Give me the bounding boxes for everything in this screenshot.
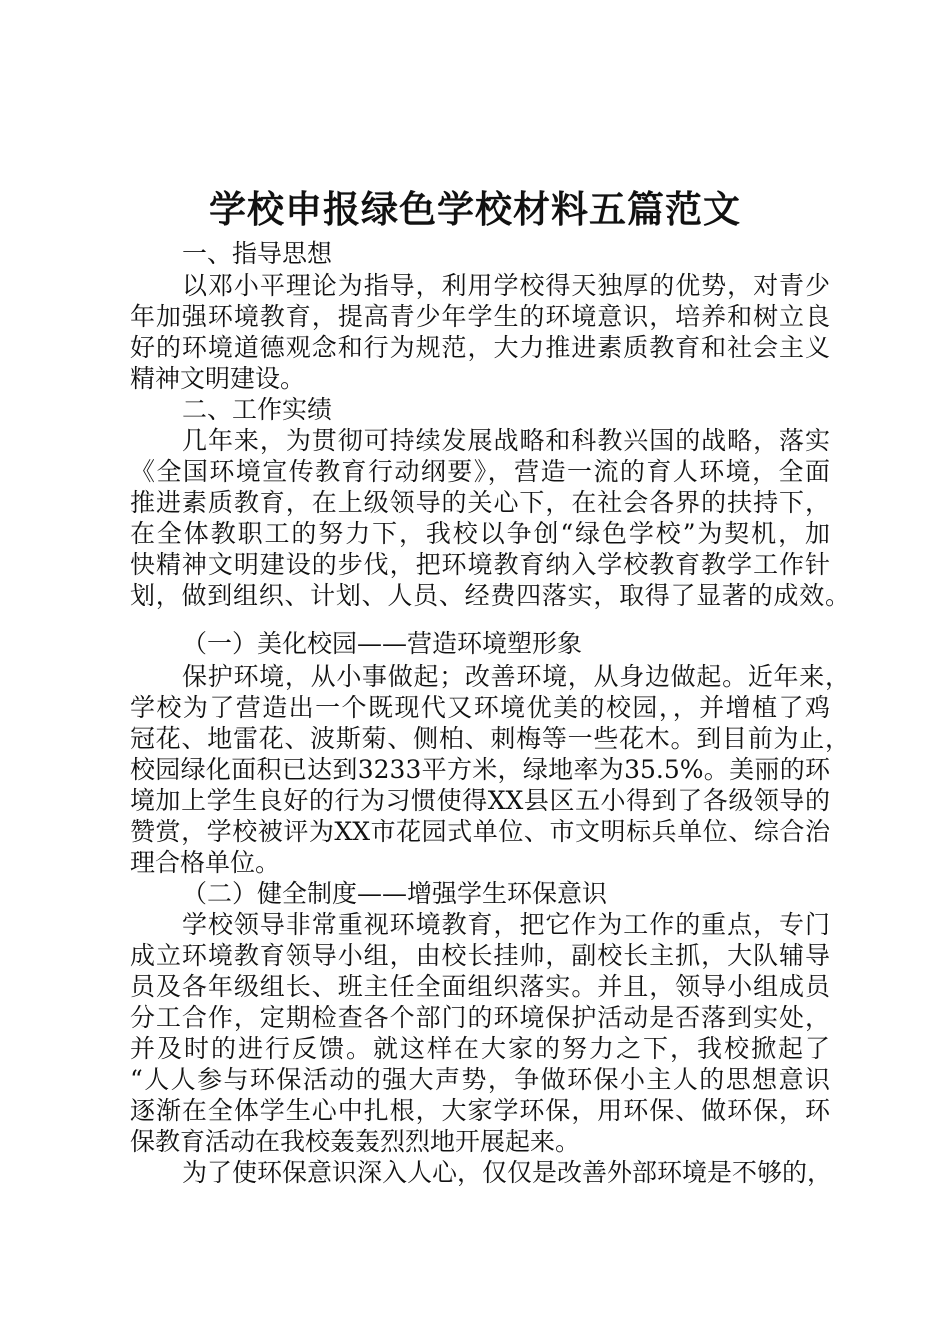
paragraph-line: 员及各年级组长、班主任全面组织落实。并且，领导小组成员 (130, 972, 830, 1001)
paragraph-line: 精神文明建设。 (130, 364, 306, 393)
paragraph-line: 《全国环境宣传教育行动纲要》，营造一流的育人环境，全面 (130, 457, 830, 486)
paragraph-line: 冠花、地雷花、波斯菊、侧柏、刺梅等一些花木。到目前为止， (130, 724, 850, 753)
paragraph-line: 赞赏，学校被评为XX市花园式单位、市文明标兵单位、综合治 (130, 817, 830, 846)
paragraph-line: 校园绿化面积已达到3233平方米，绿地率为35.5%。美丽的环 (130, 755, 830, 784)
document-title: 学校申报绿色学校材料五篇范文 (209, 188, 741, 231)
paragraph-line: 并及时的进行反馈。就这样在大家的努力之下，我校掀起了 (130, 1034, 830, 1063)
paragraph-line: 年加强环境教育，提高青少年学生的环境意识，培养和树立良 (130, 302, 830, 331)
paragraph-line: 分工合作，定期检查各个部门的环境保护活动是否落到实处， (130, 1003, 830, 1032)
paragraph-line: 境加上学生良好的行为习惯使得XX县区五小得到了各级领导的 (130, 786, 830, 815)
paragraph-line: 划，做到组织、计划、人员、经费四落实，取得了显著的成效。 (130, 581, 850, 610)
section-heading-guiding-ideology: 一、指导思想 (182, 239, 333, 268)
paragraph-line: 理合格单位。 (130, 848, 281, 877)
paragraph-line: 推进素质教育，在上级领导的关心下，在社会各界的扶持下， (130, 488, 830, 517)
paragraph-line: 在全体教职工的努力下，我校以争创“绿色学校”为契机，加 (130, 519, 830, 548)
subsection-heading-beautify-campus: （一）美化校园——营造环境塑形象 (182, 629, 583, 658)
paragraph-line: 学校领导非常重视环境教育，把它作为工作的重点，专门 (182, 910, 830, 939)
paragraph-line: 几年来，为贯彻可持续发展战略和科教兴国的战略，落实 (182, 426, 830, 455)
paragraph-line: 逐渐在全体学生心中扎根，大家学环保，用环保、做环保，环 (130, 1096, 830, 1125)
paragraph-line: 好的环境道德观念和行为规范，大力推进素质教育和社会主义 (130, 333, 830, 362)
subsection-heading-improve-system: （二）健全制度——增强学生环保意识 (182, 879, 608, 908)
paragraph-line: 成立环境教育领导小组，由校长挂帅，副校长主抓，大队辅导 (130, 941, 830, 970)
paragraph-line: 保教育活动在我校轰轰烈烈地开展起来。 (130, 1127, 581, 1156)
section-heading-achievements: 二、工作实绩 (182, 395, 333, 424)
paragraph-line: 以邓小平理论为指导，利用学校得天独厚的优势，对青少 (182, 271, 830, 300)
paragraph-line: 保护环境，从小事做起；改善环境，从身边做起。近年来， (182, 662, 850, 691)
paragraph-line: 快精神文明建设的步伐，把环境教育纳入学校教育教学工作针 (130, 550, 830, 579)
paragraph-line: “人人参与环保活动的强大声势，争做环保小主人的思想意识 (130, 1065, 830, 1094)
paragraph-line: 学校为了营造出一个既现代又环境优美的校园，，并增植了鸡 (130, 693, 830, 722)
paragraph-line: 为了使环保意识深入人心，仅仅是改善外部环境是不够的， (182, 1158, 833, 1187)
